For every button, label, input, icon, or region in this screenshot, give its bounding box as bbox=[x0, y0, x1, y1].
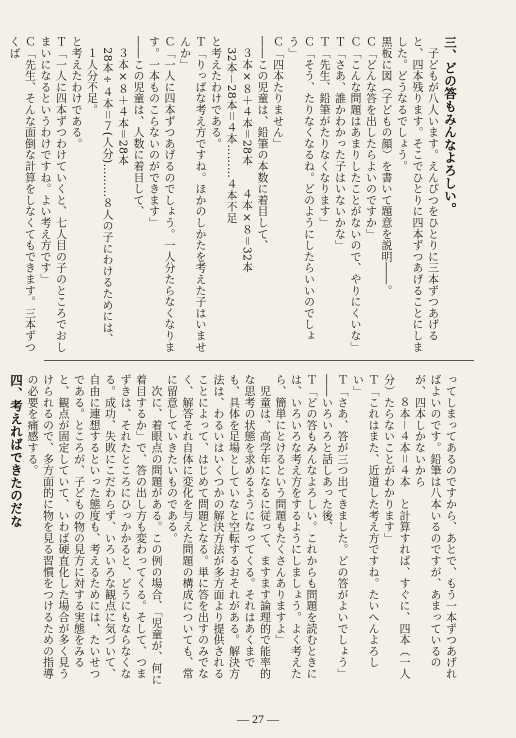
problem-statement: 子どもが八人います。えんぴつをひとりに三本ずつあげると、四本残ります。そこでひとりに四本ずつあげることにしました。どうなるでしょう。 bbox=[395, 36, 440, 353]
bottom-section bbox=[8, 374, 474, 690]
dialogue-continued: ってしまってあるのですから、あとで、もう一本ずつあげればよいのです。鉛筆は八本いるのですが、あまっているのが、四本しかないから ８本－４本＝４本 と計算すれば、すぐに、四本（一人分）たらないことがわかります」 Ｔ「これはまた、近道した考え方ですね。たいへんよろしい」 Ｔ「さあ、答が三つ出てきました。どの答がよいでしょう」 ――いろいろと話しあった後、 Ｔ「どの答もみんなよろしい。これからも問題を読むときには、いろいろな考え方をするようにしましょう。よく考えたら、簡単にとけるという問題もたくさんありますよ」 児童は、高学年になるに従って、ますます論理的で能率的な思考の状態を求めるようになってくる。それはあくまでも、具体を足場としていなと空転するおそれがある。解決方法は、わるいはいくつかの解決方法が多方面より提供されることによって、はじめて問題となる。単に答を出すのみでなく、解答それ自体に変化を与えた問題の構成についても、常に留意していきたいものである。 次に、着眼点の問題がある。この例の場合、「児童が、何に着目するか」で、答の出し方も変わってくる。そして、つまずきは、それたところにひっかかると、どうにもならなくなる。成功、失敗にこだわらず、いろいろな観点に気づいて、自由に連想するといった態度も、考えるためには、たいせつである。ところが、子どもの物の見方に対する実態をみると、観点が固定していて、いわば硬直化した場合が多く見うけられるので、多方面的に物を見る習慣をつけるための指導の必要を痛感する。 bbox=[26, 374, 458, 685]
section-heading-3: 三、どの答もみんなよろしい。 bbox=[442, 36, 458, 216]
classroom-dialogue: 黒板に図（子どもの顔）を書いて題意を説明――。 Ｃ「どんな答を出したらよいのですか」 Ｃ「こんな問題はあまりしたことがないので、やりにくいな」 Ｔ「さあ、誰かわかった子はいないかな」 Ｔ「先生、鉛筆がたりなくなります」 Ｃ「そう、たりなくなるね。どのようにしたらいいのでしょう」 Ｃ「四本たりません」 ――この児童は、鉛筆の本数に着目して、 ３本×８＋４本＝28本 ４本×８＝32本 32本－28本＝４本………４本不足 と考えたわけである。 Ｔ「りっぱな考え方ですね。ほかのしかたを考えた子はいませんか」 Ｃ「一人に四本ずつあげるのでしょう。一人分たらなくなります。一本ものこらないのができます」 ――この児童は、人数に着目して、 ３本×８＋４本＝28本 28本÷４本＝７(人分)………８人の子にわけるためには、 １人分不足。 と考えたわけである。 Ｔ「一人に四本ずつわけていくと、七人目の子のところでおしまいになるというわけですね。よい考え方です」 Ｃ「先生、そんな面倒な計算をしなくてもできます。三本ずつくば bbox=[8, 36, 393, 353]
page-number: ― 27 ― bbox=[237, 712, 279, 726]
section-heading-4: 四、考えればできたのだな bbox=[8, 374, 24, 528]
top-section bbox=[8, 36, 474, 354]
tier-divider bbox=[44, 360, 474, 361]
